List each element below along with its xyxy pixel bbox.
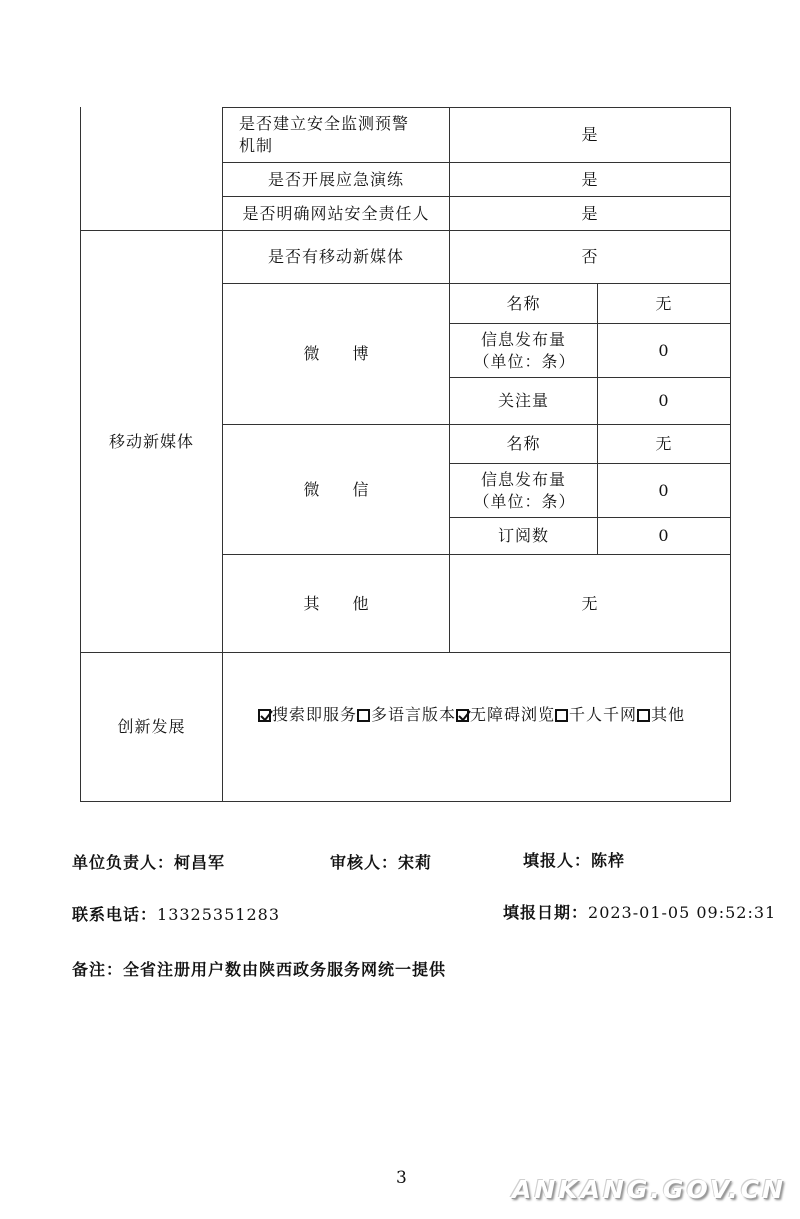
weixin-label: 微 信 [303, 479, 383, 499]
has-mobile-label: 是否有移动新媒体 [267, 247, 404, 266]
reviewer: 审核人：宋莉 [330, 853, 433, 872]
filler: 填报人：陈梓 [523, 851, 626, 870]
weixin-row-label: 信息发布量（单位：条） [473, 469, 576, 511]
checkbox[interactable] [637, 709, 650, 722]
option-personalized[interactable]: 千人千网 [555, 704, 637, 726]
watermark: ANKANG.GOV.CN [512, 1175, 787, 1204]
weibo-label: 微 博 [303, 344, 383, 363]
weibo-row-label: 关注量 [497, 391, 549, 410]
weibo-row-value: 0 [658, 391, 670, 410]
option-multi-language[interactable]: 多语言版本 [357, 704, 456, 726]
option-search-as-service[interactable]: 搜索即服务 [258, 704, 357, 726]
weibo-row-value: 0 [658, 340, 670, 360]
weibo-row-value: 无 [655, 293, 673, 313]
security-row-value: 是 [581, 125, 599, 144]
other-value: 无 [581, 593, 599, 613]
weixin-row-value: 0 [658, 480, 670, 500]
security-row-value: 是 [581, 203, 599, 223]
contact-phone: 联系电话：13325351283 [72, 905, 280, 924]
innovation-checkbox-group [258, 704, 685, 726]
remark: 备注：全省注册用户数由陕西政务服务网统一提供 [72, 960, 447, 979]
weixin-row-value: 无 [655, 434, 673, 453]
option-other[interactable]: 其他 [637, 704, 685, 726]
mobile-section-label: 移动新媒体 [108, 431, 194, 451]
innovation-section-label: 创新发展 [117, 717, 186, 736]
option-accessibility[interactable]: 无障碍浏览 [456, 704, 555, 726]
security-row-value: 是 [581, 169, 599, 189]
fill-date: 填报日期：2023-01-05 09:52:31 [503, 903, 777, 922]
weixin-row-label: 订阅数 [497, 526, 549, 545]
innovation-options [223, 653, 730, 801]
has-mobile-value: 否 [581, 247, 599, 266]
security-row-label: 是否建立安全监测预警机制 [239, 114, 410, 155]
weixin-row-value: 0 [658, 526, 670, 545]
weibo-row-label: 信息发布量（单位：条） [473, 329, 576, 371]
weixin-row-label: 名称 [506, 434, 541, 453]
security-row-label: 是否开展应急演练 [267, 169, 404, 189]
checkbox[interactable] [555, 709, 568, 722]
unit-head: 单位负责人：柯昌军 [72, 853, 226, 872]
weibo-row-label: 名称 [506, 293, 541, 313]
checkbox[interactable] [258, 709, 271, 722]
checkbox[interactable] [357, 709, 370, 722]
page-number: 3 [396, 1168, 407, 1188]
checkbox[interactable] [456, 709, 469, 722]
security-row-label: 是否明确网站安全责任人 [242, 203, 430, 223]
other-label: 其 他 [303, 593, 383, 613]
report-table [80, 107, 731, 802]
